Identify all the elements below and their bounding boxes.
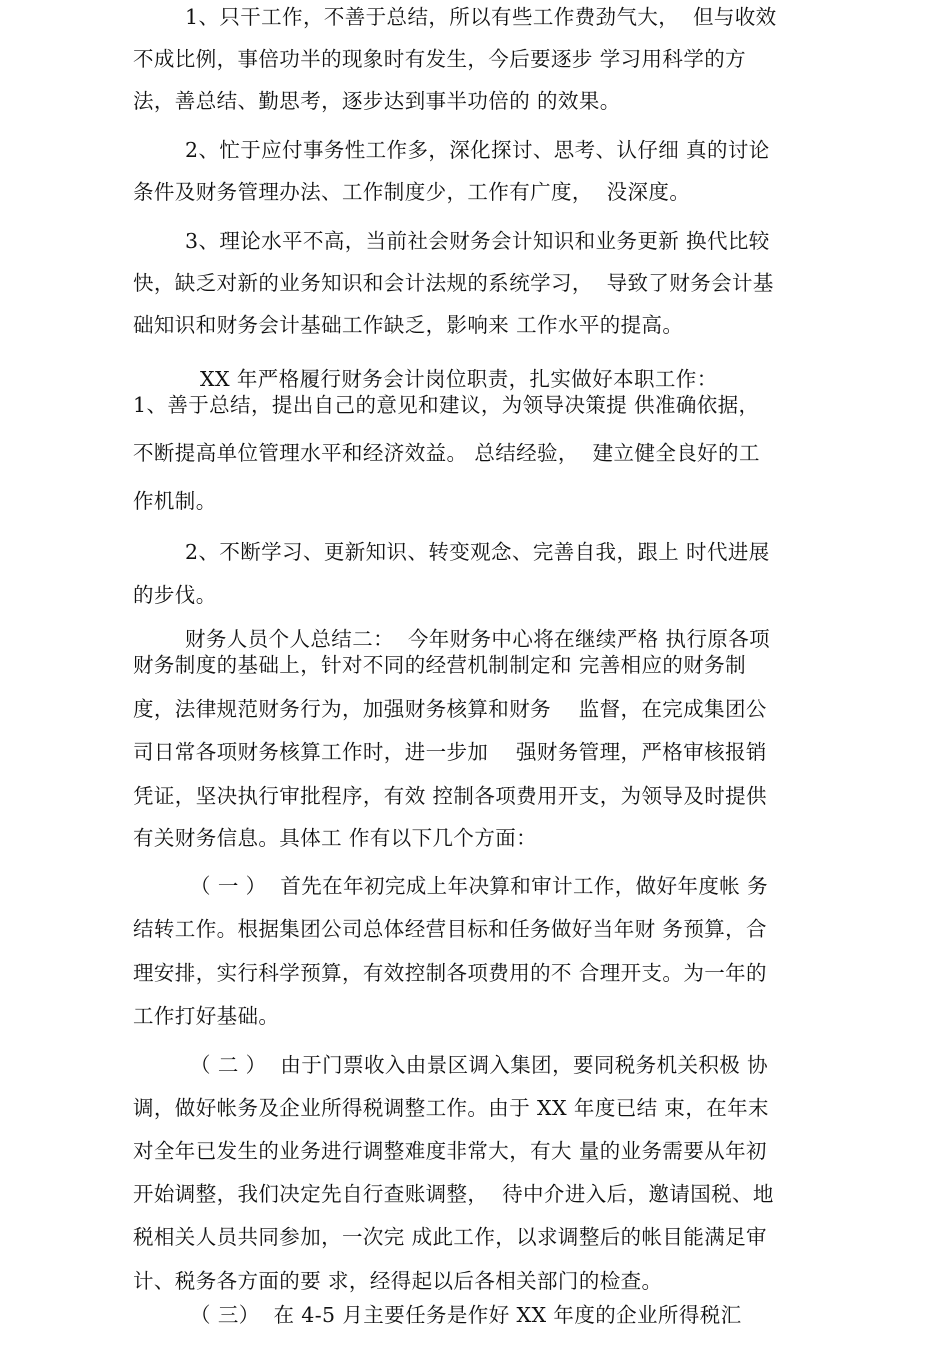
text-line: 财务人员个人总结二： 今年财务中心将在继续严格 执行原各项 bbox=[185, 627, 771, 651]
text-line: 财务制度的基础上，针对不同的经营机制制定和 完善相应的财务制 bbox=[133, 653, 747, 677]
text-line: 计、税务各方面的要 求，经得起以后各相关部门的检查。 bbox=[133, 1269, 663, 1293]
text-line: 2、忙于应付事务性工作多，深化探讨、思考、认仔细 真的讨论 bbox=[185, 138, 770, 162]
text-line: 不成比例，事倍功半的现象时有发生，今后要逐步 学习用科学的方 bbox=[133, 47, 747, 71]
text-line: 础知识和财务会计基础工作缺乏，影响来 工作水平的提高。 bbox=[133, 313, 684, 337]
text-line: 度，法律规范财务行为，加强财务核算和财务 监督，在完成集团公 bbox=[133, 697, 767, 721]
text-line: 2、不断学习、更新知识、转变观念、完善自我，跟上 时代进展 bbox=[185, 540, 770, 564]
text-line: 调，做好帐务及企业所得税调整工作。由于 XX 年度已结 束，在年末 bbox=[133, 1096, 769, 1120]
text-line: 不断提高单位管理水平和经济效益。 总结经验， 建立健全良好的工 bbox=[133, 441, 760, 465]
text-line: 税相关人员共同参加，一次完 成此工作，以求调整后的帐目能满足审 bbox=[133, 1225, 767, 1249]
text-line: 对全年已发生的业务进行调整难度非常大，有大 量的业务需要从年初 bbox=[133, 1139, 767, 1163]
text-line: 条件及财务管理办法、工作制度少，工作有广度， 没深度。 bbox=[133, 180, 691, 204]
text-line: 凭证，坚决执行审批程序，有效 控制各项费用开支，为领导及时提供 bbox=[133, 784, 767, 808]
text-line: 有关财务信息。具体工 作有以下几个方面： bbox=[133, 826, 538, 850]
text-line: 司日常各项财务核算工作时，进一步加 强财务管理，严格审核报销 bbox=[133, 740, 767, 764]
text-line: （ 三） 在 4-5 月主要任务是作好 XX 年度的企业所得税汇 bbox=[190, 1303, 742, 1327]
section-heading: XX 年严格履行财务会计岗位职责，扎实做好本职工作： bbox=[200, 367, 718, 391]
text-line: 作机制。 bbox=[133, 489, 217, 513]
text-line: 3、理论水平不高，当前社会财务会计知识和业务更新 换代比较 bbox=[185, 229, 770, 253]
text-line: 1、只干工作，不善于总结，所以有些工作费劲气大， 但与收效 bbox=[185, 5, 777, 29]
text-line: 工作打好基础。 bbox=[133, 1004, 280, 1028]
text-line: 理安排，实行科学预算，有效控制各项费用的不 合理开支。为一年的 bbox=[133, 961, 767, 985]
text-line: 法，善总结、勤思考，逐步达到事半功倍的 的效果。 bbox=[133, 89, 621, 113]
text-line: （ 二 ） 由于门票收入由景区调入集团，要同税务机关积极 协 bbox=[190, 1053, 768, 1077]
text-line: 快，缺乏对新的业务知识和会计法规的系统学习， 导致了财务会计基 bbox=[133, 271, 774, 295]
text-line: 结转工作。根据集团公司总体经营目标和任务做好当年财 务预算，合 bbox=[133, 917, 767, 941]
text-line: 开始调整，我们决定先自行查账调整， 待中介进入后，邀请国税、地 bbox=[133, 1182, 774, 1206]
text-line: 的步伐。 bbox=[133, 583, 217, 607]
text-line: （ 一 ） 首先在年初完成上年决算和审计工作，做好年度帐 务 bbox=[190, 874, 768, 898]
text-line: 1、善于总结，提出自己的意见和建议，为领导决策提 供准确依据， bbox=[133, 393, 760, 417]
